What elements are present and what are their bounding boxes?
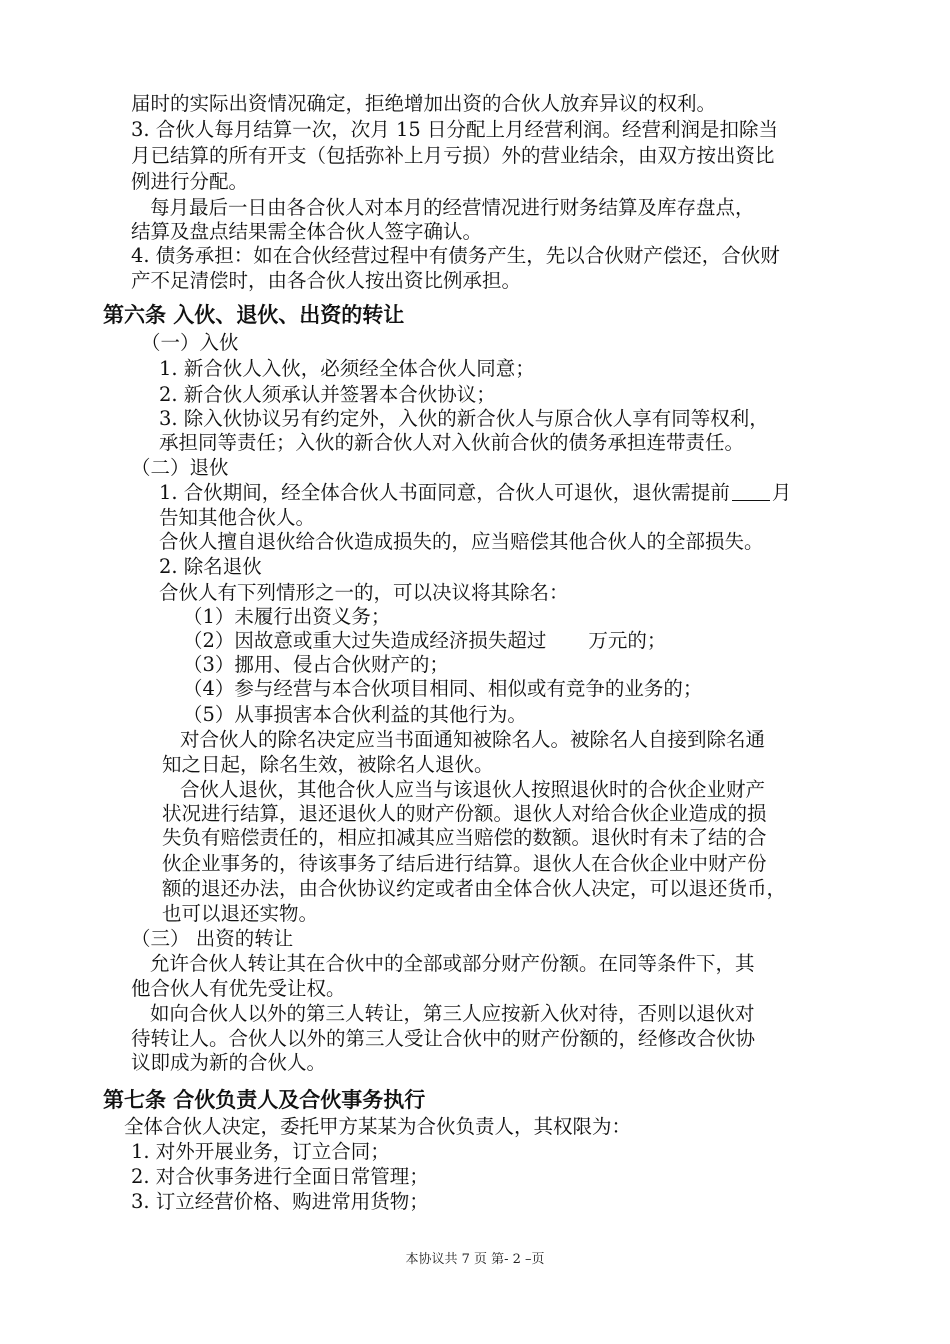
section-heading-7: 第七条 合伙负责人及合伙事务执行: [103, 1088, 426, 1112]
list-item: 3. 订立经营价格、购进常用货物；: [131, 1190, 429, 1213]
text-line: 失负有赔偿责任的，相应扣减其应当赔偿的数额。退伙时有未了结的合: [162, 826, 767, 849]
text-line: 届时的实际出资情况确定，拒绝增加出资的合伙人放弃异议的权利。: [131, 92, 717, 115]
text-line: 知之日起，除名生效，被除名人退伙。: [162, 753, 494, 776]
text-line: 议即成为新的合伙人。: [131, 1051, 327, 1074]
text-line: 月已结算的所有开支（包括弥补上月亏损）外的营业结余，由双方按出资比: [131, 144, 775, 167]
text-line: 每月最后一日由各合伙人对本月的经营情况进行财务结算及库存盘点，: [150, 196, 755, 219]
subsection-title: （二）退伙: [131, 456, 229, 479]
text-line: 待转让人。合伙人以外的第三人受让合伙中的财产份额的，经修改合伙协: [131, 1027, 756, 1050]
text-line: 额的退还办法，由合伙协议约定或者由全体合伙人决定，可以退还货币，: [162, 877, 787, 900]
list-item: 1. 对外开展业务，订立合同；: [131, 1140, 390, 1163]
text-line: 合伙人退伙，其他合伙人应当与该退伙人按照退伙时的合伙企业财产: [180, 778, 766, 801]
text-line: 3. 除入伙协议另有约定外，入伙的新合伙人与原合伙人享有同等权利，: [159, 407, 769, 430]
text-line: 合伙人有下列情形之一的，可以决议将其除名：: [159, 581, 569, 604]
text-line: 3. 合伙人每月结算一次，次月 15 日分配上月经营利润。经营利润是扣除当: [131, 118, 779, 141]
text-line: 合伙人擅自退伙给合伙造成损失的，应当赔偿其他合伙人的全部损失。: [159, 530, 764, 553]
text-line: 2. 除名退伙: [159, 555, 262, 578]
text-line: 1. 新合伙人入伙，必须经全体合伙人同意；: [159, 357, 535, 380]
text-line: 1. 合伙期间，经全体合伙人书面同意，合伙人可退伙，退伙需提前 月: [159, 481, 792, 504]
text-line: 告知其他合伙人。: [159, 506, 316, 529]
text-line: 2. 新合伙人须承认并签署本合伙协议；: [159, 383, 496, 406]
text-line: 产不足清偿时，由各合伙人按出资比例承担。: [131, 269, 522, 292]
page-footer: 本协议共 7 页 第- 2 –页: [405, 1252, 545, 1267]
list-item: （5）从事损害本合伙利益的其他行为。: [183, 703, 527, 726]
list-item: （2）因故意或重大过失造成经济损失超过 万元的；: [183, 629, 667, 652]
list-item: （3）挪用、侵占合伙财产的；: [183, 653, 449, 676]
text-line: 如向合伙人以外的第三人转让，第三人应按新入伙对待，否则以退伙对: [150, 1002, 755, 1025]
section-heading-6: 第六条 入伙、退伙、出资的转让: [103, 303, 405, 327]
text-line: 结算及盘点结果需全体合伙人签字确认。: [131, 220, 483, 243]
subsection-title: （三） 出资的转让: [131, 927, 294, 950]
text-line: 状况进行结算，退还退伙人的财产份额。退伙人对给合伙企业造成的损: [162, 802, 767, 825]
list-item: 2. 对合伙事务进行全面日常管理；: [131, 1165, 429, 1188]
text-line: 允许合伙人转让其在合伙中的全部或部分财产份额。在同等条件下，其: [150, 952, 755, 975]
text-line: 例进行分配。: [131, 170, 249, 193]
list-item: （1）未履行出资义务；: [183, 605, 391, 628]
text-line: 全体合伙人决定，委托甲方某某为合伙负责人，其权限为：: [124, 1115, 632, 1138]
text-line: 伙企业事务的，待该事务了结后进行结算。退伙人在合伙企业中财产份: [162, 852, 767, 875]
blank-field[interactable]: [732, 482, 770, 501]
text-line: 也可以退还实物。: [162, 902, 319, 925]
text-line: 他合伙人有优先受让权。: [131, 977, 346, 1000]
subsection-title: （一）入伙: [141, 331, 239, 354]
text-line: 对合伙人的除名决定应当书面通知被除名人。被除名人自接到除名通: [180, 728, 766, 751]
text-line: 承担同等责任；入伙的新合伙人对入伙前合伙的债务承担连带责任。: [159, 431, 745, 454]
text-line: 4. 债务承担：如在合伙经营过程中有债务产生，先以合伙财产偿还，合伙财: [131, 244, 780, 267]
list-item: （4）参与经营与本合伙项目相同、相似或有竞争的业务的；: [183, 677, 703, 700]
